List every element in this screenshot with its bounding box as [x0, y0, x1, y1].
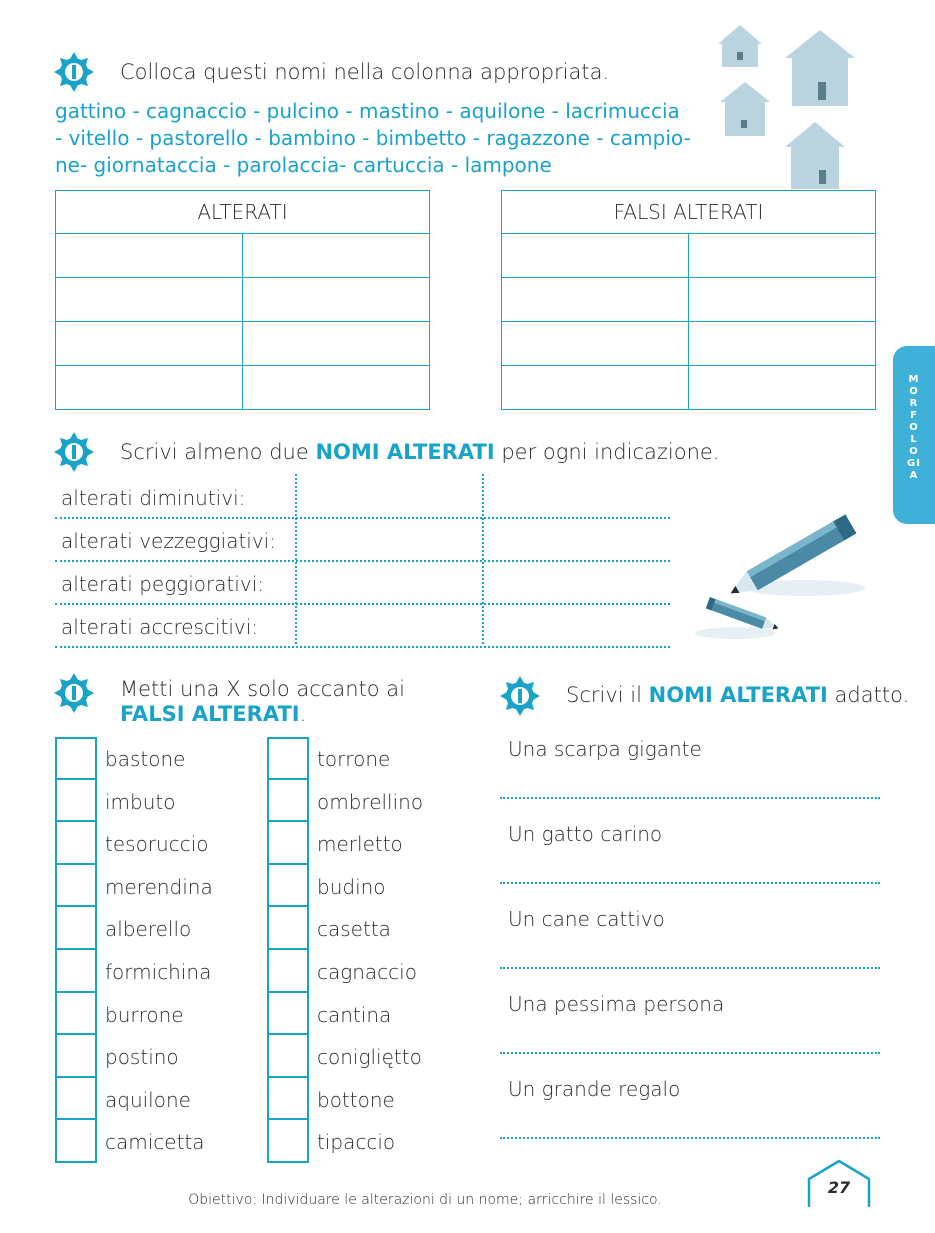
word-label: budino: [317, 874, 386, 899]
exercise4-instruction: [566, 683, 909, 707]
checkbox[interactable]: [55, 1035, 97, 1078]
writing-row[interactable]: [55, 474, 670, 519]
row-label: alterati accrescitivi:: [61, 615, 259, 639]
table-cell[interactable]: [689, 366, 876, 410]
side-tab-label: MORFOLOGIA: [907, 374, 921, 481]
word-label: burrone: [105, 1002, 184, 1027]
word-label: cagnaccio: [317, 959, 417, 984]
answer-line[interactable]: [500, 882, 880, 884]
table-cell[interactable]: [502, 366, 689, 410]
checkbox[interactable]: [267, 737, 309, 780]
table-cell[interactable]: [242, 278, 429, 322]
instruction-text: .: [299, 702, 307, 726]
word-label: alberello: [105, 917, 192, 942]
checkbox[interactable]: [55, 907, 97, 950]
table-cell[interactable]: [56, 366, 243, 410]
row-label: alterati vezzeggiativi:: [61, 529, 276, 553]
answer-line[interactable]: [500, 797, 880, 799]
exercise2-instruction: [120, 440, 720, 464]
checkbox[interactable]: [55, 950, 97, 993]
answer-line[interactable]: [500, 967, 880, 969]
exercise-sun-icon: [54, 52, 94, 92]
table-cell[interactable]: [502, 322, 689, 366]
checkbox[interactable]: [55, 822, 97, 865]
word-label: cantina: [317, 1002, 392, 1027]
word-label: torrone: [317, 747, 391, 771]
table-cell[interactable]: [56, 278, 243, 322]
word-label: tipaccio: [317, 1130, 396, 1155]
row-label: alterati peggiorativi:: [61, 572, 264, 596]
checkbox[interactable]: [267, 1035, 309, 1078]
checkbox[interactable]: [55, 865, 97, 908]
word-label: bottone: [317, 1087, 395, 1112]
checkbox[interactable]: [267, 865, 309, 908]
table-cell[interactable]: [56, 322, 243, 366]
table-cell[interactable]: [242, 322, 429, 366]
instruction-keyword: FALSI ALTERATI: [120, 702, 300, 726]
instruction-text: Metti una X solo accanto ai: [120, 677, 405, 701]
instruction-text: per ogni indicazione.: [494, 440, 720, 464]
phrase: Un grande regalo: [508, 1077, 681, 1101]
exercise3-instruction: [120, 677, 405, 727]
footer-objective: Obiettivo: Individuare le alterazioni di un nome; arricchire il lessico.: [188, 1192, 662, 1208]
checkbox[interactable]: [267, 822, 309, 865]
word-label: aquilone: [105, 1087, 191, 1112]
checkbox[interactable]: [55, 993, 97, 1036]
alterati-header: ALTERATI: [56, 191, 430, 234]
falsi-alterati-header: FALSI ALTERATI: [502, 191, 876, 234]
instruction-keyword: NOMI ALTERATI: [648, 683, 828, 707]
phrase: Un gatto carino: [508, 822, 663, 846]
answer-line[interactable]: [500, 1137, 880, 1139]
falsi-alterati-table: [501, 190, 876, 410]
column-divider: [482, 474, 484, 644]
checkbox[interactable]: [55, 737, 97, 780]
checkbox[interactable]: [267, 950, 309, 993]
writing-row[interactable]: [55, 517, 670, 562]
word-label: merendina: [105, 874, 213, 899]
word-list: [55, 98, 715, 179]
word-label: postino: [105, 1045, 179, 1070]
word-label: camicetta: [105, 1130, 205, 1155]
table-cell[interactable]: [502, 234, 689, 278]
alterati-table: [55, 190, 430, 410]
word-label: imbuto: [105, 789, 176, 814]
table-cell[interactable]: [242, 366, 429, 410]
instruction-text: Scrivi almeno due: [120, 440, 316, 464]
table-cell[interactable]: [242, 234, 429, 278]
writing-row[interactable]: [55, 560, 670, 605]
instruction-text: adatto.: [827, 683, 910, 707]
checkbox[interactable]: [55, 780, 97, 823]
word-label: merletto: [317, 832, 403, 857]
pencils-illustration: [690, 505, 870, 645]
word-label: tesoruccio: [105, 832, 209, 857]
table-cell[interactable]: [689, 322, 876, 366]
word-list-line: gattino - cagnaccio - pulcino - mastino - aquilone - lacrimuccia: [55, 99, 680, 123]
checkbox[interactable]: [267, 780, 309, 823]
word-label: conigliętto: [317, 1045, 422, 1070]
houses-illustration: [715, 22, 865, 192]
exercise-sun-icon: [500, 676, 540, 716]
page-number: 27: [827, 1178, 851, 1197]
table-cell[interactable]: [689, 234, 876, 278]
table-cell[interactable]: [502, 278, 689, 322]
table-cell[interactable]: [689, 278, 876, 322]
word-label: bastone: [105, 747, 186, 771]
phrase: Una scarpa gigante: [508, 737, 702, 761]
phrase: Un cane cattivo: [508, 907, 665, 931]
word-label: ombrellino: [317, 789, 424, 814]
exercise-sun-icon: [54, 432, 94, 472]
phrase: Una pessima persona: [508, 992, 725, 1016]
checkbox[interactable]: [55, 1120, 97, 1163]
writing-row[interactable]: [55, 603, 670, 648]
answer-line[interactable]: [500, 1052, 880, 1054]
checkbox[interactable]: [267, 1078, 309, 1121]
checkbox[interactable]: [267, 993, 309, 1036]
instruction-keyword: NOMI ALTERATI: [315, 440, 495, 464]
instruction-text: Scrivi il: [566, 683, 649, 707]
checkbox[interactable]: [55, 1078, 97, 1121]
word-label: casetta: [317, 917, 391, 942]
side-tab: [893, 346, 935, 524]
exercise1-instruction: Colloca questi nomi nella colonna appropriata.: [120, 60, 610, 84]
word-list-line: - vitello - pastorello - bambino - bimbetto - ragazzone - campio-: [55, 126, 691, 150]
checkbox[interactable]: [267, 1120, 309, 1163]
exercise-sun-icon: [54, 673, 94, 713]
row-label: alterati diminutivi:: [61, 486, 246, 510]
word-label: formichina: [105, 959, 212, 984]
column-divider: [295, 474, 297, 644]
table-cell[interactable]: [56, 234, 243, 278]
word-list-line: ne- giornataccia - parolaccia- cartuccia - lampone: [55, 153, 552, 177]
checkbox[interactable]: [267, 907, 309, 950]
